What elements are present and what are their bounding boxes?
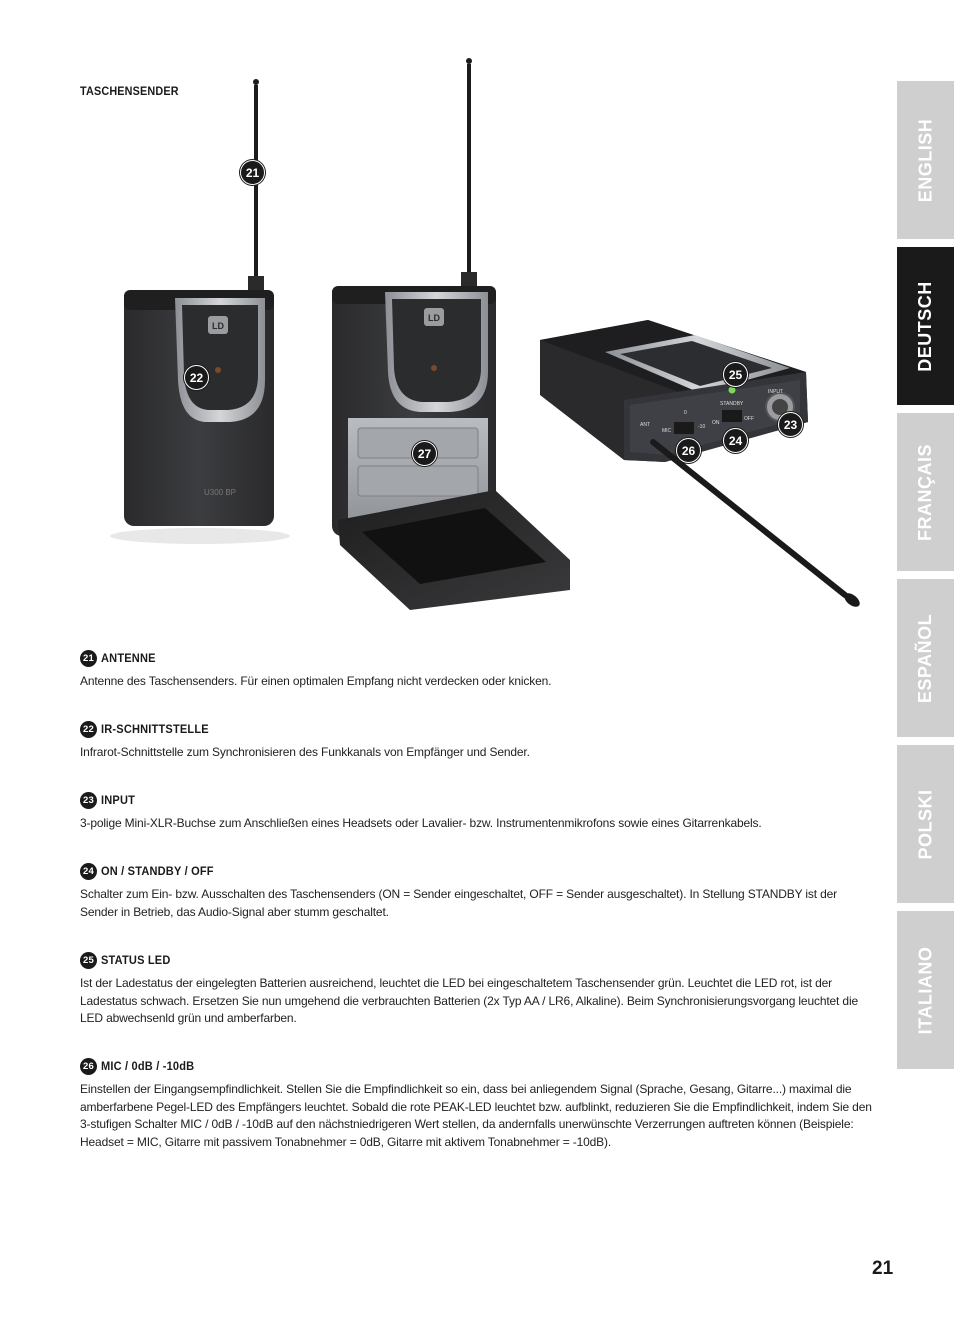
callout-26: 26 [676, 438, 701, 463]
tab-label: POLSKI [915, 788, 936, 860]
tab-polski[interactable] [897, 745, 954, 903]
product-figure [100, 50, 860, 620]
item-title: MIC / 0dB / -10dB [101, 1059, 195, 1073]
minus10-label: -10 [698, 424, 706, 430]
callout-24: 24 [723, 428, 748, 453]
input-label: INPUT [768, 389, 783, 395]
feature-item-antenne [80, 648, 875, 691]
item-number: 25 [80, 952, 97, 969]
item-number: 26 [80, 1058, 97, 1075]
tab-label: DEUTSCH [915, 280, 936, 372]
tab-deutsch[interactable] [897, 247, 954, 405]
item-text: Einstellen der Eingangsempfindlichkeit. Stellen Sie die Empfindlichkeit so ein, dass bei anliegendem Signal (Sprache, Gesang, Gitarre...) maximal die amberfarbene Pegel-LED des Empfängers leuchtet. Sobald die rote PEAK-LED leuchtet bzw. aufblinkt, reduzieren Sie die Empfindlichkeit, indem Sie den 3-stufigen Schalter MIC / 0dB / -10dB auf den nächstniedrigeren Wert stellen, da andernfalls unerwünschte Verzerrungen auftreten können (Beispiele: Headset = MIC, Gitarre mit passivem Tonabnehmer = 0dB, Gitarre mit aktivem Tonabnehmer = -10dB). [80, 1082, 872, 1150]
standby-label: STANDBY [720, 401, 744, 407]
item-text: Antenne des Taschensenders. Für einen optimalen Empfang nicht verdecken oder knicken. [80, 674, 552, 688]
page-number: 21 [872, 1258, 894, 1279]
tab-francais[interactable] [897, 413, 954, 571]
transmitter-lying [540, 320, 860, 609]
transmitter-closed [110, 79, 290, 544]
callout-23: 23 [778, 412, 803, 437]
item-text: 3-polige Mini-XLR-Buchse zum Anschließen eines Headsets oder Lavalier- bzw. Instrumentenmikrofons sowie eines Gitarrenkabels. [80, 816, 762, 830]
tab-espanol[interactable] [897, 579, 954, 737]
tab-label: FRANÇAIS [915, 443, 935, 541]
item-text: Infrarot-Schnittstelle zum Synchronisieren des Funkkanals von Empfänger und Sender. [80, 745, 530, 759]
item-title: STATUS LED [101, 953, 171, 967]
feature-item-onoff [80, 861, 875, 921]
item-title: ON / STANDBY / OFF [101, 864, 214, 878]
off-label: OFF [744, 416, 754, 422]
item-text: Schalter zum Ein- bzw. Ausschalten des Taschensenders (ON = Sender eingeschaltet, OFF = Sender ausgeschaltet). In Stellung STANDBY ist der Sender in Betrieb, das Audio-Signal aber stumm geschaltet. [80, 887, 838, 919]
callout-27: 27 [412, 441, 437, 466]
callout-25: 25 [723, 362, 748, 387]
callout-21: 21 [240, 160, 265, 185]
callout-22: 22 [184, 365, 209, 390]
on-label: ON [712, 420, 720, 426]
brand-logo-2: LD [428, 313, 440, 323]
item-title: ANTENNE [101, 651, 156, 665]
feature-item-input [80, 790, 875, 833]
feature-item-mic [80, 1056, 875, 1152]
zero-label: 0 [684, 410, 687, 416]
item-text: Ist der Ladestatus der eingelegten Batterien ausreichend, leuchtet die LED bei eingeschaltetem Taschensender grün. Leuchtet die LED rot, ist der Ladestatus schwach. Ersetzen Sie nun umgehend die verbrauchten Batterien (2x Typ AA / LR6, Alkaline). Beim Synchronisierungsvorgang leuchtet die LED abwechsenld grün und amberfarben. [80, 976, 858, 1026]
tab-label: ESPAÑOL [915, 613, 935, 703]
item-title: INPUT [101, 793, 136, 807]
transmitter-open [332, 58, 570, 610]
tab-label: ENGLISH [915, 118, 936, 202]
section-title: TASCHENSENDER [80, 84, 179, 98]
tab-english[interactable] [897, 81, 954, 239]
ant-label: ANT [640, 422, 650, 428]
brand-logo-1: LD [212, 321, 224, 331]
item-title: IR-SCHNITTSTELLE [101, 722, 209, 736]
item-number: 21 [80, 650, 97, 667]
item-number: 23 [80, 792, 97, 809]
feature-item-ir [80, 719, 875, 762]
transmitter-illustration [100, 50, 860, 620]
mic-label: MIC [662, 428, 672, 434]
tab-italiano[interactable] [897, 911, 954, 1069]
item-number: 22 [80, 721, 97, 738]
model-label: U300 BP [203, 488, 237, 497]
item-number: 24 [80, 863, 97, 880]
tab-label: ITALIANO [915, 946, 935, 1034]
feature-item-led [80, 950, 875, 1028]
